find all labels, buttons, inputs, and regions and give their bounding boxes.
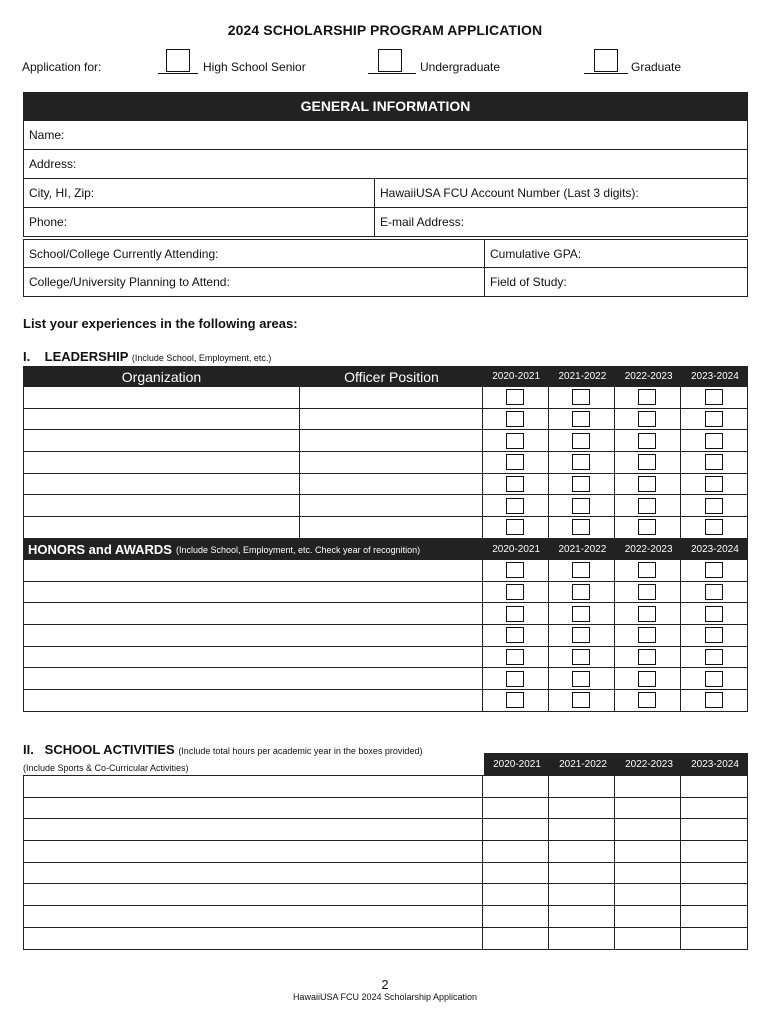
year-cell <box>483 668 549 689</box>
year-cell <box>681 603 747 624</box>
phone-email-row <box>23 208 748 237</box>
honor-award-input[interactable] <box>24 647 483 668</box>
table-row <box>23 560 748 582</box>
year-cell <box>549 517 615 538</box>
table-row <box>23 430 748 452</box>
year-checkbox[interactable] <box>506 649 524 665</box>
year-cell <box>615 625 681 646</box>
organization-input[interactable] <box>24 474 300 495</box>
option-undergraduate[interactable] <box>368 49 538 75</box>
col-year: 2020-2021 <box>493 758 541 770</box>
activity-input[interactable] <box>24 776 483 797</box>
field-label: Address: <box>29 157 77 171</box>
year-checkbox[interactable] <box>638 389 656 405</box>
name-field[interactable] <box>23 121 748 150</box>
activity-input[interactable] <box>24 798 483 819</box>
year-checkbox[interactable] <box>705 606 723 622</box>
year-cell <box>549 668 615 689</box>
year-cell <box>483 690 549 711</box>
leadership-title-text: I. LEADERSHIP <box>23 349 129 364</box>
year-cell <box>681 690 747 711</box>
table-row <box>23 517 748 539</box>
year-cell <box>549 690 615 711</box>
account-number-field[interactable]: HawaiiUSA FCU Account Number (Last 3 digits): <box>380 186 639 200</box>
hours-input[interactable] <box>681 863 747 884</box>
activity-input[interactable] <box>24 928 483 949</box>
year-cell <box>615 647 681 668</box>
table-row <box>23 603 748 625</box>
year-cell <box>483 517 549 538</box>
year-cell <box>549 647 615 668</box>
col-year: 2023-2024 <box>690 544 739 555</box>
year-cell <box>549 582 615 603</box>
email-field[interactable]: E-mail Address: <box>380 215 465 229</box>
honors-table <box>23 539 748 712</box>
year-cell <box>615 517 681 538</box>
year-checkbox[interactable] <box>638 627 656 643</box>
table-row <box>23 474 748 496</box>
city-account-row <box>23 179 748 208</box>
year-cell <box>549 495 615 516</box>
year-checkbox[interactable] <box>506 584 524 600</box>
hours-input[interactable] <box>549 928 615 949</box>
officer-position-input[interactable] <box>300 474 483 495</box>
year-checkbox[interactable] <box>705 649 723 665</box>
year-cell <box>615 603 681 624</box>
year-cell <box>483 474 549 495</box>
year-cell <box>549 603 615 624</box>
year-cell <box>549 387 615 408</box>
col-year: 2023-2024 <box>691 758 739 770</box>
table-row <box>23 387 748 409</box>
year-cell <box>681 625 747 646</box>
table-row <box>23 582 748 604</box>
honors-note: (Include School, Employment, etc. Check year of recognition) <box>175 544 421 555</box>
year-cell <box>483 409 549 430</box>
year-cell <box>483 625 549 646</box>
year-checkbox[interactable] <box>572 389 590 405</box>
field-label: Name: <box>29 128 65 142</box>
year-checkbox[interactable] <box>572 498 590 514</box>
year-checkbox[interactable] <box>705 498 723 514</box>
year-cell <box>681 387 747 408</box>
year-cell <box>615 690 681 711</box>
honor-award-input[interactable] <box>24 668 483 689</box>
year-checkbox[interactable] <box>572 476 590 492</box>
officer-position-input[interactable] <box>300 387 483 408</box>
field-of-study-field[interactable]: Field of Study: <box>490 275 567 289</box>
honor-award-input[interactable] <box>24 560 483 581</box>
option-label: High School Senior <box>203 60 306 74</box>
hours-input[interactable] <box>483 841 549 862</box>
year-checkbox[interactable] <box>506 498 524 514</box>
hours-input[interactable] <box>615 863 681 884</box>
year-cell <box>549 430 615 451</box>
year-cell <box>681 647 747 668</box>
year-cell <box>483 582 549 603</box>
hours-input[interactable] <box>483 928 549 949</box>
year-checkbox[interactable] <box>572 454 590 470</box>
col-year: 2021-2022 <box>558 544 607 555</box>
year-cell <box>681 517 747 538</box>
year-checkbox[interactable] <box>572 627 590 643</box>
table-row <box>23 798 748 820</box>
organization-input[interactable] <box>24 430 300 451</box>
table-row <box>23 625 748 647</box>
year-cell <box>483 647 549 668</box>
year-checkbox[interactable] <box>638 433 656 449</box>
year-checkbox[interactable] <box>638 606 656 622</box>
year-checkbox[interactable] <box>705 433 723 449</box>
organization-input[interactable] <box>24 409 300 430</box>
year-cell <box>615 409 681 430</box>
year-checkbox[interactable] <box>705 476 723 492</box>
year-cell <box>615 387 681 408</box>
table-row <box>23 884 748 906</box>
year-cell <box>681 668 747 689</box>
hours-input[interactable] <box>483 819 549 840</box>
hours-input[interactable] <box>483 863 549 884</box>
activities-table <box>23 775 748 950</box>
year-cell <box>615 582 681 603</box>
general-information-section <box>23 92 748 297</box>
year-cell <box>483 603 549 624</box>
hours-input[interactable] <box>681 928 747 949</box>
year-checkbox[interactable] <box>705 562 723 578</box>
officer-position-input[interactable] <box>300 430 483 451</box>
option-label: Graduate <box>631 60 682 74</box>
checkbox-graduate[interactable] <box>594 49 618 72</box>
year-cell <box>681 452 747 473</box>
hours-input[interactable] <box>681 906 747 927</box>
table-row <box>23 452 748 474</box>
table-row <box>23 647 748 669</box>
honor-award-input[interactable] <box>24 625 483 646</box>
year-checkbox[interactable] <box>638 476 656 492</box>
hours-input[interactable] <box>549 884 615 905</box>
officer-position-input[interactable] <box>300 452 483 473</box>
activities-note: (Include total hours per academic year in the boxes provided) <box>178 746 423 756</box>
leadership-title <box>23 349 271 364</box>
year-checkbox[interactable] <box>638 519 656 535</box>
leadership-header-row <box>23 366 748 387</box>
year-checkbox[interactable] <box>506 519 524 535</box>
activity-input[interactable] <box>24 841 483 862</box>
year-checkbox[interactable] <box>572 671 590 687</box>
college-field-row <box>23 268 748 297</box>
year-checkbox[interactable] <box>572 649 590 665</box>
year-checkbox[interactable] <box>506 454 524 470</box>
phone-field[interactable]: Phone: <box>24 208 375 236</box>
officer-position-input[interactable] <box>300 409 483 430</box>
col-officer-position: Officer Position <box>344 368 439 385</box>
year-checkbox[interactable] <box>705 389 723 405</box>
year-checkbox[interactable] <box>572 433 590 449</box>
activity-input[interactable] <box>24 906 483 927</box>
year-checkbox[interactable] <box>638 671 656 687</box>
year-cell <box>483 430 549 451</box>
year-checkbox[interactable] <box>572 562 590 578</box>
officer-position-input[interactable] <box>300 495 483 516</box>
hours-input[interactable] <box>615 928 681 949</box>
hours-input[interactable] <box>615 906 681 927</box>
col-year: 2021-2022 <box>558 371 607 382</box>
year-cell <box>681 582 747 603</box>
year-cell <box>549 474 615 495</box>
table-row <box>23 409 748 431</box>
table-row <box>23 819 748 841</box>
hours-input[interactable] <box>681 884 747 905</box>
option-label: Undergraduate <box>420 60 501 74</box>
activities-header-row <box>484 753 748 775</box>
year-cell <box>615 452 681 473</box>
table-row <box>23 668 748 690</box>
year-checkbox[interactable] <box>506 476 524 492</box>
year-checkbox[interactable] <box>638 692 656 708</box>
year-checkbox[interactable] <box>506 606 524 622</box>
address-field[interactable] <box>23 150 748 179</box>
option-graduate[interactable] <box>584 49 744 75</box>
college-planning-field[interactable]: College/University Planning to Attend: <box>24 268 485 296</box>
activity-input[interactable] <box>24 819 483 840</box>
col-year: 2022-2023 <box>624 371 673 382</box>
list-experiences-heading: List your experiences in the following areas: <box>23 316 298 331</box>
year-checkbox[interactable] <box>705 454 723 470</box>
page-number: 2 <box>381 977 389 992</box>
hours-input[interactable] <box>483 798 549 819</box>
hours-input[interactable] <box>681 841 747 862</box>
table-row <box>23 906 748 928</box>
footer-text: HawaiiUSA FCU 2024 Scholarship Application <box>292 992 478 1002</box>
hours-input[interactable] <box>549 906 615 927</box>
hours-input[interactable] <box>681 819 747 840</box>
year-checkbox[interactable] <box>506 692 524 708</box>
checkbox-undergraduate[interactable] <box>378 49 402 72</box>
year-checkbox[interactable] <box>572 519 590 535</box>
option-high-school-senior[interactable] <box>158 49 328 75</box>
year-cell <box>681 495 747 516</box>
year-checkbox[interactable] <box>638 562 656 578</box>
year-checkbox[interactable] <box>638 411 656 427</box>
honor-award-input[interactable] <box>24 603 483 624</box>
organization-input[interactable] <box>24 387 300 408</box>
hours-input[interactable] <box>549 798 615 819</box>
year-checkbox[interactable] <box>705 627 723 643</box>
honor-award-input[interactable] <box>24 690 483 711</box>
general-information-header: GENERAL INFORMATION <box>23 92 748 121</box>
year-cell <box>483 495 549 516</box>
year-checkbox[interactable] <box>638 454 656 470</box>
year-cell <box>549 625 615 646</box>
hours-input[interactable] <box>549 863 615 884</box>
activities-title <box>23 742 422 757</box>
honors-title-text: HONORS and AWARDS <box>28 542 172 557</box>
table-row <box>23 841 748 863</box>
table-row <box>23 690 748 712</box>
year-checkbox[interactable] <box>705 584 723 600</box>
year-cell <box>615 474 681 495</box>
col-year: 2022-2023 <box>625 758 673 770</box>
honors-header-row <box>23 539 748 560</box>
col-year: 2020-2021 <box>492 371 541 382</box>
year-cell <box>615 668 681 689</box>
leadership-note: (Include School, Employment, etc.) <box>131 353 272 363</box>
col-organization: Organization <box>121 368 202 385</box>
year-checkbox[interactable] <box>572 584 590 600</box>
year-checkbox[interactable] <box>638 584 656 600</box>
school-gpa-row <box>23 239 748 268</box>
year-cell <box>681 474 747 495</box>
year-cell <box>615 560 681 581</box>
officer-position-input[interactable] <box>300 517 483 538</box>
year-checkbox[interactable] <box>705 692 723 708</box>
hours-input[interactable] <box>615 841 681 862</box>
honor-award-input[interactable] <box>24 582 483 603</box>
hours-input[interactable] <box>615 798 681 819</box>
year-checkbox[interactable] <box>506 411 524 427</box>
year-cell <box>681 409 747 430</box>
hours-input[interactable] <box>483 906 549 927</box>
year-checkbox[interactable] <box>705 671 723 687</box>
year-cell <box>549 560 615 581</box>
hours-input[interactable] <box>549 841 615 862</box>
checkbox-high-school-senior[interactable] <box>166 49 190 72</box>
city-zip-field[interactable]: City, HI, Zip: <box>24 179 375 207</box>
honors-title <box>23 539 483 560</box>
hours-input[interactable] <box>615 884 681 905</box>
year-cell <box>615 430 681 451</box>
year-checkbox[interactable] <box>705 411 723 427</box>
col-year: 2021-2022 <box>559 758 607 770</box>
hours-input[interactable] <box>681 798 747 819</box>
year-cell <box>483 452 549 473</box>
organization-input[interactable] <box>24 495 300 516</box>
hours-input[interactable] <box>681 776 747 797</box>
year-cell <box>483 560 549 581</box>
year-cell <box>681 560 747 581</box>
year-checkbox[interactable] <box>506 562 524 578</box>
hours-input[interactable] <box>615 776 681 797</box>
year-checkbox[interactable] <box>638 498 656 514</box>
activity-input[interactable] <box>24 884 483 905</box>
table-row <box>23 863 748 885</box>
year-cell <box>681 430 747 451</box>
year-checkbox[interactable] <box>572 606 590 622</box>
col-year: 2022-2023 <box>624 544 673 555</box>
year-cell <box>615 495 681 516</box>
year-checkbox[interactable] <box>506 627 524 643</box>
activities-title-text: II. SCHOOL ACTIVITIES <box>23 742 175 757</box>
hours-input[interactable] <box>615 819 681 840</box>
hours-input[interactable] <box>483 776 549 797</box>
organization-input[interactable] <box>24 517 300 538</box>
year-checkbox[interactable] <box>572 692 590 708</box>
year-checkbox[interactable] <box>638 649 656 665</box>
table-row <box>23 495 748 517</box>
activities-sub-note: (Include Sports & Co-Curricular Activities) <box>23 763 189 773</box>
organization-input[interactable] <box>24 452 300 473</box>
year-checkbox[interactable] <box>572 411 590 427</box>
year-checkbox[interactable] <box>705 519 723 535</box>
year-cell <box>483 387 549 408</box>
year-cell <box>549 452 615 473</box>
year-checkbox[interactable] <box>506 433 524 449</box>
application-for-row <box>22 49 748 75</box>
year-checkbox[interactable] <box>506 389 524 405</box>
col-year: 2020-2021 <box>492 544 541 555</box>
year-cell <box>549 409 615 430</box>
year-checkbox[interactable] <box>506 671 524 687</box>
activity-input[interactable] <box>24 863 483 884</box>
leadership-table <box>23 366 748 539</box>
table-row <box>23 928 748 950</box>
school-current-field[interactable]: School/College Currently Attending: <box>24 240 485 267</box>
hours-input[interactable] <box>549 819 615 840</box>
col-year: 2023-2024 <box>690 371 739 382</box>
gpa-field[interactable]: Cumulative GPA: <box>490 247 582 261</box>
hours-input[interactable] <box>483 884 549 905</box>
table-row <box>23 776 748 798</box>
hours-input[interactable] <box>549 776 615 797</box>
application-for-label: Application for: <box>22 60 102 74</box>
page-title: 2024 SCHOLARSHIP PROGRAM APPLICATION <box>227 22 543 38</box>
